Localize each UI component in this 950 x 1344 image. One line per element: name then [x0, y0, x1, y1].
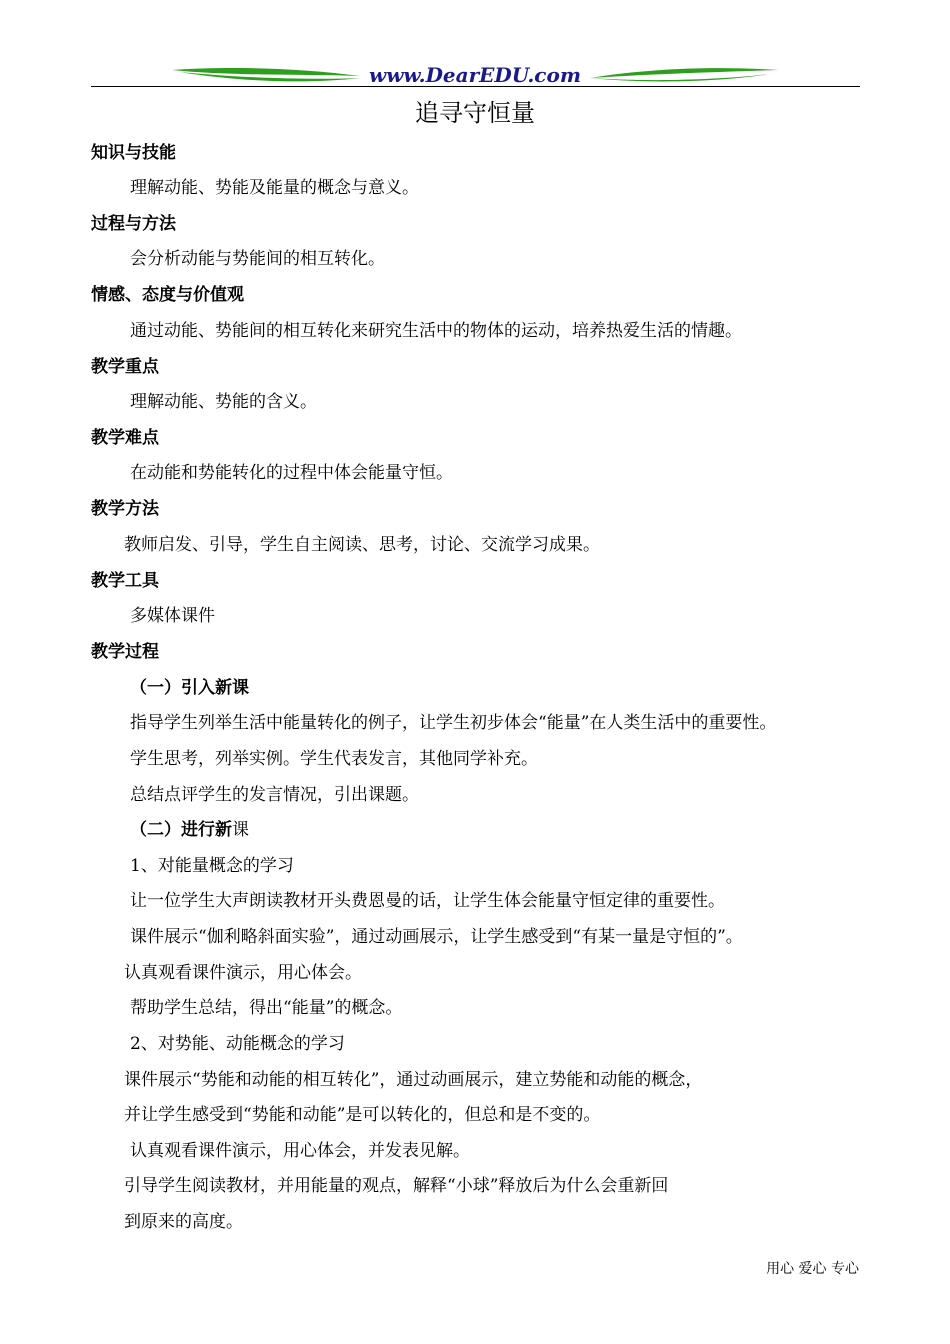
item1-line-4: 帮助学生总结，得出“能量”的概念。	[130, 998, 403, 1018]
text-teaching-tools: 多媒体课件	[130, 606, 215, 626]
text-emotion-values: 通过动能、势能间的相互转化来研究生活中的物体的运动，培养热爱生活的情趣。	[130, 321, 742, 341]
item2-line-2: 并让学生感受到“势能和动能”是可以转化的，但总和是不变的。	[124, 1105, 601, 1125]
heading-teaching-process: 教学过程	[91, 642, 159, 662]
part1-heading-text: （一）引入新课	[130, 678, 249, 698]
text-difficulties: 在动能和势能转化的过程中体会能量守恒。	[130, 463, 453, 483]
part2-heading-rest: 课	[232, 820, 249, 840]
part2-heading	[130, 819, 249, 841]
part1-line-1: 指导学生列举生活中能量转化的例子，让学生初步体会“能量”在人类生活中的重要性。	[130, 713, 777, 733]
part1-line-2: 学生思考，列举实例。学生代表发言，其他同学补充。	[130, 749, 538, 769]
heading-difficulties: 教学难点	[91, 428, 159, 448]
item1-title: 1、对能量概念的学习	[130, 856, 294, 876]
page-title: 追寻守恒量	[415, 99, 535, 127]
text-knowledge-skills: 理解动能、势能及能量的概念与意义。	[130, 178, 419, 198]
item2-line-1: 课件展示“势能和动能的相互转化”，通过动画展示，建立势能和动能的概念，	[124, 1070, 703, 1090]
heading-emotion-values: 情感、态度与价值观	[91, 285, 244, 305]
item2-line-5: 到原来的高度。	[124, 1212, 243, 1232]
item1-line-3: 认真观看课件演示，用心体会。	[124, 963, 362, 983]
part2-heading-bold: （二）进行新	[130, 820, 232, 840]
part1-line-3: 总结点评学生的发言情况，引出课题。	[130, 785, 419, 805]
text-process-methods: 会分析动能与势能间的相互转化。	[130, 249, 385, 269]
heading-process-methods: 过程与方法	[91, 214, 176, 234]
item1-line-2: 课件展示“伽利略斜面实验”，通过动画展示，让学生感受到“有某一量是守恒的”。	[130, 927, 743, 947]
dearedu-logo	[170, 62, 780, 88]
heading-teaching-methods: 教学方法	[91, 499, 159, 519]
item2-line-3: 认真观看课件演示，用心体会，并发表见解。	[130, 1141, 470, 1161]
logo-text: www.DearEDU.com	[368, 63, 582, 87]
heading-knowledge-skills: 知识与技能	[91, 143, 176, 163]
heading-teaching-tools: 教学工具	[91, 571, 159, 591]
text-key-points: 理解动能、势能的含义。	[130, 392, 317, 412]
item1-line-1: 让一位学生大声朗读教材开头费恩曼的话，让学生体会能量守恒定律的重要性。	[130, 891, 725, 911]
page-footer: 用心 爱心 专心	[766, 1261, 859, 1277]
text-teaching-methods: 教师启发、引导，学生自主阅读、思考，讨论、交流学习成果。	[124, 535, 600, 555]
item2-title: 2、对势能、动能概念的学习	[130, 1034, 345, 1054]
part1-heading	[130, 677, 249, 699]
item2-line-4: 引导学生阅读教材，并用能量的观点，解释“小球”释放后为什么会重新回	[124, 1176, 669, 1196]
heading-key-points: 教学重点	[91, 357, 159, 377]
header-divider	[91, 86, 860, 87]
